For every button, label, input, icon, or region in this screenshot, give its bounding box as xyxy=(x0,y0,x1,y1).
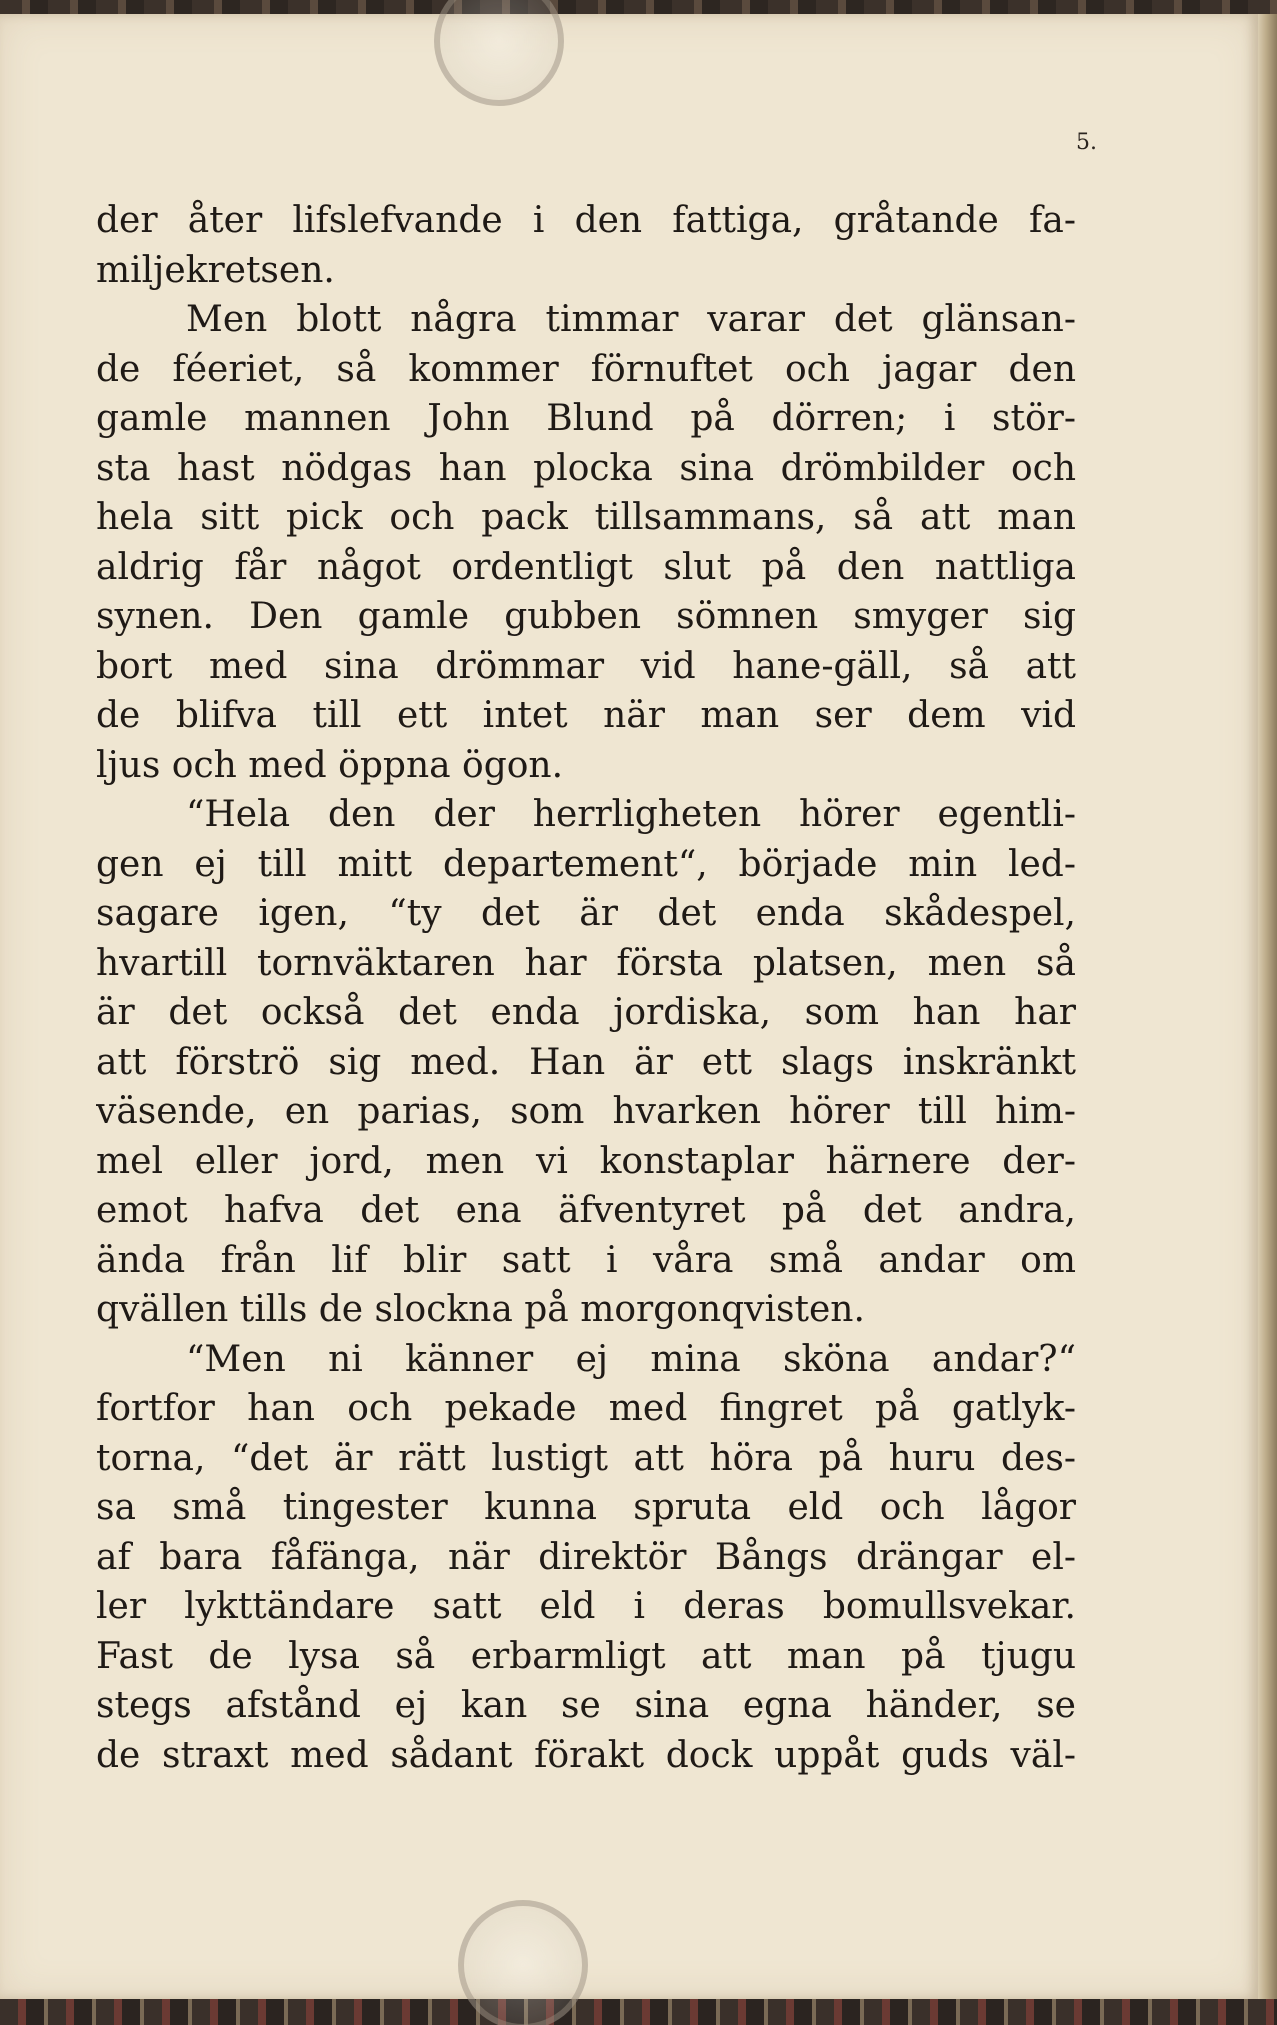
text-line: af bara fåfänga, när direktör Bångs drängar el- xyxy=(96,1536,1076,1578)
text-line: der åter lifslefvande i den fattiga, gråtande fa- xyxy=(96,200,1076,241)
text-line: miljekretsen. xyxy=(96,249,335,291)
text-line: qvällen tills de slockna på morgonqvisten. xyxy=(96,1289,865,1330)
text-line: sagare igen, “ty det är det enda skådespel, xyxy=(96,893,1076,934)
text-line: hela sitt pick och pack tillsammans, så att man xyxy=(96,497,1076,538)
body-text xyxy=(96,196,1076,1780)
text-line: Fast de lysa så erbarmligt att man på tjugu xyxy=(96,1635,1076,1677)
text-line: emot hafva det ena äfventyret på det andra, xyxy=(96,1190,1076,1231)
text-line: är det också det enda jordiska, som han har xyxy=(96,992,1076,1033)
bottom-edge xyxy=(0,1999,1277,2025)
text-line: hvartill tornväktaren har första platsen, men så xyxy=(96,942,1076,984)
text-line: fortfor han och pekade med fingret på gatlyk- xyxy=(96,1388,1076,1429)
text-line: aldrig får något ordentligt slut på den nattliga xyxy=(96,546,1076,588)
text-line: sta hast nödgas han plocka sina drömbilder och xyxy=(96,447,1076,489)
text-line: ler lykttändare satt eld i deras bomullsvekar. xyxy=(96,1586,1076,1627)
text-line: de féeriet, så kommer förnuftet och jagar den xyxy=(96,348,1076,390)
text-line: gamle mannen John Blund på dörren; i stör- xyxy=(96,398,1076,439)
top-edge xyxy=(0,0,1277,14)
text-line: ända från lif blir satt i våra små andar om xyxy=(96,1239,1076,1281)
text-line: “Men ni känner ej mina sköna andar?“ xyxy=(186,1338,1076,1380)
text-line: synen. Den gamle gubben sömnen smyger sig xyxy=(96,596,1076,637)
text-line: de straxt med sådant förakt dock uppåt guds väl- xyxy=(96,1734,1076,1776)
text-line: att förströ sig med. Han är ett slags inskränkt xyxy=(96,1041,1076,1083)
text-line: ljus och med öppna ögon. xyxy=(96,744,564,786)
text-line: gen ej till mitt departement“, började min led- xyxy=(96,843,1076,885)
text-line: de blifva till ett intet när man ser dem vid xyxy=(96,695,1076,736)
text-line: stegs afstånd ej kan se sina egna händer, se xyxy=(96,1685,1076,1726)
text-line: bort med sina drömmar vid hane-gäll, så att xyxy=(96,645,1076,687)
text-line: “Hela den der herrligheten hörer egentli- xyxy=(186,794,1076,835)
page-number: 5. xyxy=(1076,130,1097,155)
text-line: väsende, en parias, som hvarken hörer till him- xyxy=(96,1091,1076,1132)
page-clip-icon xyxy=(458,1900,588,2025)
right-edge xyxy=(1258,14,1277,1999)
text-line: mel eller jord, men vi konstaplar härnere der- xyxy=(96,1140,1076,1182)
text-line: torna, “det är rätt lustigt att höra på huru des- xyxy=(96,1437,1076,1479)
text-line: sa små tingester kunna spruta eld och lågor xyxy=(96,1487,1076,1528)
text-line: Men blott några timmar varar det glänsan- xyxy=(186,299,1076,340)
